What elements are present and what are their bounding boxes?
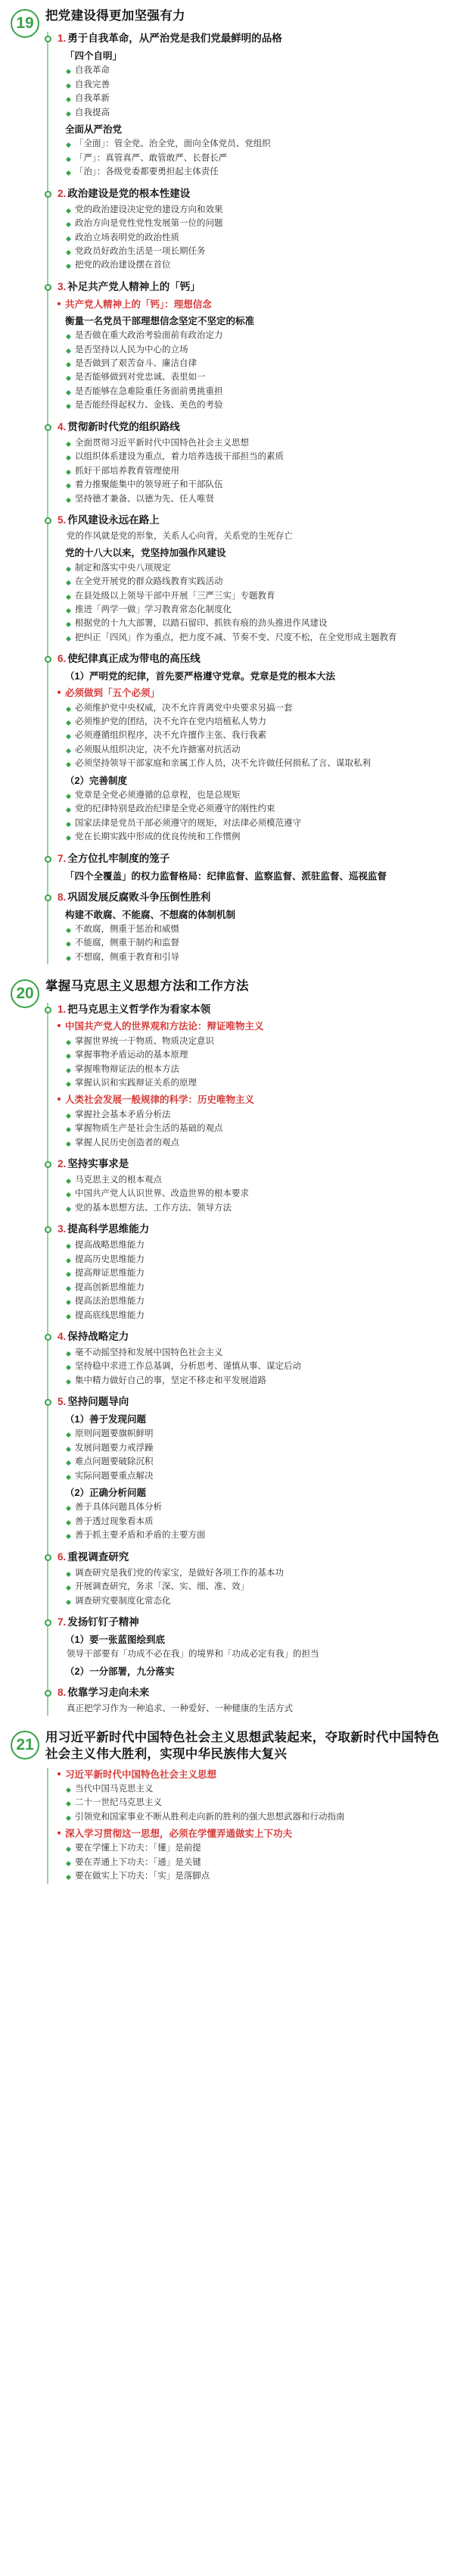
section-number-badge: 19 — [11, 9, 39, 38]
bullet-list — [65, 562, 443, 645]
subsection-heading-text: 依靠学习走向未来 — [67, 1686, 150, 1698]
subsection-heading — [58, 1686, 443, 1700]
highlight-heading: 中国共产党人的世界观和方法论：辩证唯物主义 — [65, 1019, 443, 1033]
section-body — [47, 1003, 443, 1716]
subsection-heading — [58, 32, 443, 46]
list-item: 必须服从组织决定，决不允许搪塞对抗活动 — [65, 744, 443, 757]
list-item: 推进「两学一做」学习教育常态化制度化 — [65, 604, 443, 617]
list-item: 集中精力做好自己的事，坚定不移走和平发展道路 — [65, 1375, 443, 1388]
list-item: 善于具体问题具体分析 — [65, 1501, 443, 1514]
list-item: 中国共产党人认识世界、改造世界的根本要求 — [65, 1188, 443, 1201]
subsection-heading — [58, 1330, 443, 1344]
list-item: 提高历史思维能力 — [65, 1254, 443, 1266]
list-item: 党的基本思想方法、工作方法、领导方法 — [65, 1202, 443, 1215]
section-title: 掌握马克思主义思想方法和工作方法 — [45, 979, 249, 994]
subsection-index: 8. — [58, 1686, 67, 1698]
subsection-index: 5. — [58, 514, 67, 526]
list-item: 不敢腐，侧重于惩治和威慑 — [65, 923, 443, 936]
subsection-index: 7. — [58, 852, 67, 864]
list-item: 是否能够在急难险重任务面前勇挑重担 — [65, 386, 443, 398]
subsection-index: 3. — [58, 280, 67, 292]
list-item: 必须维护党的团结，决不允许在党内培植私人势力 — [65, 716, 443, 729]
list-item: 提高法治思维能力 — [65, 1295, 443, 1308]
subsection-heading-text: 重视调查研究 — [67, 1550, 129, 1563]
list-item: 着力推聚能集中的领导班子和干部队伍 — [65, 479, 443, 492]
subsection-index: 1. — [58, 1003, 67, 1015]
subsection-heading-text: 作风建设永远在路上 — [67, 514, 160, 526]
subsection-heading — [58, 1395, 443, 1410]
subsection-heading — [58, 1222, 443, 1237]
list-item: 掌握唯物辩证法的根本方法 — [65, 1063, 443, 1076]
list-item: 党在长期实践中形成的优良传统和工作惯例 — [65, 831, 443, 844]
subsection-index: 3. — [58, 1223, 67, 1235]
section-body — [47, 32, 443, 964]
list-item: 难点问题要破除沉积 — [65, 1456, 443, 1469]
group-heading: 党的十八大以来，党坚持加强作风建设 — [65, 548, 226, 559]
subsection-index: 6. — [58, 653, 67, 665]
subsection-heading — [58, 187, 443, 201]
bullet-list — [65, 1842, 443, 1883]
highlight-heading: 共产党人精神上的「钙」：理想信念 — [65, 298, 443, 311]
subsection-index: 6. — [58, 1550, 67, 1563]
list-item: 抓好干部培养教育管理使用 — [65, 465, 443, 478]
list-item: 党章是全党必须遵循的总章程，也是总规矩 — [65, 789, 443, 802]
subsection-index: 7. — [58, 1616, 67, 1628]
subsection-heading — [58, 852, 443, 866]
list-item: 政治立场表明党的政治性质 — [65, 232, 443, 245]
group-heading: （2）一分部署，九分落实 — [65, 1666, 175, 1677]
bullet-list — [65, 329, 443, 413]
subsection-heading — [58, 1616, 443, 1630]
list-item: 不能腐，侧重于制约和监督 — [65, 937, 443, 950]
subsection-heading — [58, 1003, 443, 1017]
list-item: 把纠正「四风」作为重点，把力度不减、节奏不变、尺度不松，在全党形成主题教育 — [65, 632, 443, 645]
bullet-list — [65, 1428, 443, 1483]
group-heading: （1）要一张蓝图绘到底 — [65, 1634, 165, 1645]
section-title: 用习近平新时代中国特色社会主义思想武装起来，夺取新时代中国特色社会主义伟大胜利，实现中华民族伟大复兴 — [45, 1731, 440, 1762]
subsection-heading — [58, 1157, 443, 1172]
bullet-list — [65, 1174, 443, 1215]
bullet-list — [65, 702, 443, 771]
list-item: 「严」：真管真严、敢管敢严、长督长严 — [65, 152, 443, 165]
list-item: 在县处级以上领导干部中开展「三严三实」专题教育 — [65, 590, 443, 603]
bullet-list — [65, 204, 443, 273]
list-item: 制定和落实中央八项规定 — [65, 562, 443, 575]
list-item: 国家法律是党员干部必须遵守的规矩，对法律必须模范遵守 — [65, 817, 443, 830]
subsection-index: 4. — [58, 1331, 67, 1343]
bullet-list — [65, 64, 443, 120]
subsection-index: 5. — [58, 1396, 67, 1408]
subsection-heading-text: 坚持实事求是 — [67, 1158, 129, 1170]
bullet-list — [65, 1783, 443, 1824]
section — [11, 1729, 443, 1884]
bullet-list — [65, 1035, 443, 1091]
list-item: 在全党开展党的群众路线教育实践活动 — [65, 576, 443, 589]
list-item: 自我革新 — [65, 92, 443, 105]
section-title: 把党建设得更加坚强有力 — [45, 9, 185, 23]
bullet-list — [65, 1347, 443, 1388]
group-heading: （2）正确分析问题 — [65, 1488, 146, 1499]
bullet-list — [65, 1567, 443, 1608]
list-item: 当代中国马克思主义 — [65, 1783, 443, 1796]
subsection-heading — [58, 1550, 443, 1565]
list-item: 是否做到了艰苦奋斗、廉洁自律 — [65, 358, 443, 370]
list-item: 马克思主义的根本观点 — [65, 1174, 443, 1187]
bullet-list — [65, 923, 443, 964]
list-item: 善于抓主要矛盾和矛盾的主要方面 — [65, 1529, 443, 1542]
list-item: 是否做在重大政治考验面前有政治定力 — [65, 329, 443, 342]
bullet-list — [65, 138, 443, 179]
list-item: 实际问题要重点解决 — [65, 1470, 443, 1483]
list-item: 二十一世纪马克思主义 — [65, 1797, 443, 1809]
subsection-heading-text: 发扬钉钉子精神 — [67, 1616, 139, 1628]
group-heading: 「四个自明」 — [65, 51, 123, 62]
list-item: 不想腐，侧重于教育和引导 — [65, 951, 443, 964]
note-text: 真正把学习作为一种追求、一种爱好、一种健康的生活方式 — [67, 1703, 293, 1713]
list-item: 党政员好政治生活是一项长期任务 — [65, 245, 443, 258]
subsection-heading-text: 保持战略定力 — [67, 1331, 129, 1343]
subsection-heading — [58, 514, 443, 528]
group-heading: 「四个全覆盖」的权力监督格局：纪律监督、监察监督、派驻监督、巡视监督 — [65, 870, 387, 882]
section — [11, 8, 443, 964]
list-item: 发展问题要力戒浮躁 — [65, 1442, 443, 1455]
list-item: 政治方向是党性党性发展第一位的问题 — [65, 217, 443, 230]
list-item: 坚持稳中求进工作总基调，分析思考、谨慎从事、谋定后动 — [65, 1360, 443, 1373]
list-item: 自我完善 — [65, 79, 443, 92]
list-item: 以组织体系建设为重点，着力培养选拔干部担当的素质 — [65, 451, 443, 464]
list-item: 引领党和国家事业不断从胜利走向新的胜利的强大思想武器和行动指南 — [65, 1811, 443, 1824]
note-text: 领导干部要有「功成不必在我」的境界和「功成必定有我」的担当 — [67, 1650, 319, 1660]
subsection-heading-text: 提高科学思维能力 — [67, 1223, 150, 1235]
list-item: 掌握人民历史创造者的观点 — [65, 1137, 443, 1150]
list-item: 是否能经得起权力、金钱、美色的考验 — [65, 399, 443, 412]
list-item: 善于透过现象看本质 — [65, 1516, 443, 1528]
bullet-list — [65, 1239, 443, 1322]
section-number-badge: 21 — [11, 1731, 39, 1759]
list-item: 必须遵循组织程序，决不允许擅作主张、我行我素 — [65, 729, 443, 742]
subsection-index: 2. — [58, 1158, 67, 1170]
list-item: 开展调查研究，务求「深、实、细、准、效」 — [65, 1581, 443, 1594]
list-item: 党的政治建设决定党的建设方向和效果 — [65, 204, 443, 217]
bullet-list — [65, 1109, 443, 1150]
bullet-list — [65, 437, 443, 506]
section — [11, 978, 443, 1716]
list-item: 毫不动摇坚持和发展中国特色社会主义 — [65, 1347, 443, 1360]
list-item: 掌握事物矛盾运动的基本原理 — [65, 1049, 443, 1062]
list-item: 是否坚持以人民为中心的立场 — [65, 344, 443, 357]
section-number-badge: 20 — [11, 979, 39, 1008]
list-item: 调查研究要制度化常态化 — [65, 1595, 443, 1608]
subsection-heading — [58, 420, 443, 435]
list-item: 掌握社会基本矛盾分析法 — [65, 1109, 443, 1122]
list-item: 掌握世界统一于物质、物质决定意识 — [65, 1035, 443, 1048]
highlight-heading: 习近平新时代中国特色社会主义思想 — [65, 1768, 443, 1781]
group-heading: 构建不敢腐、不能腐、不想腐的体制机制 — [65, 909, 236, 920]
highlight-heading: 深入学习贯彻这一思想，必须在学懂弄通做实上下功夫 — [65, 1827, 443, 1841]
subsection-heading-text: 把马克思主义哲学作为看家本领 — [67, 1003, 211, 1015]
list-item: 自我革命 — [65, 64, 443, 77]
subsection-index: 2. — [58, 187, 67, 199]
group-heading: 全面从严治党 — [65, 124, 123, 136]
list-item: 原则问题要旗帜鲜明 — [65, 1428, 443, 1441]
subsection-heading-text: 巩固发展反腐败斗争压倒性胜利 — [67, 891, 211, 903]
subsection-index: 1. — [58, 33, 67, 45]
subsection-heading-text: 政治建设是党的根本性建设 — [67, 187, 191, 199]
highlight-heading: 人类社会发展一般规律的科学：历史唯物主义 — [65, 1093, 443, 1107]
list-item: 必须坚持领导干部家庭和亲属工作人员，决不允许做任何损私了言、谋取私利 — [65, 757, 443, 770]
subsection-index: 4. — [58, 420, 67, 432]
group-heading: 衡量一名党员干部理想信念坚定不坚定的标准 — [65, 315, 255, 326]
list-item: 「治」：各级党委都要勇担起主体责任 — [65, 166, 443, 179]
list-item: 要在学懂上下功夫：「懂」是前提 — [65, 1842, 443, 1855]
bullet-list — [65, 1501, 443, 1542]
bullet-list — [65, 789, 443, 845]
list-item: 提高创新思维能力 — [65, 1282, 443, 1294]
list-item: 要在做实上下功夫：「实」是落脚点 — [65, 1870, 443, 1883]
subsection-heading-text: 补足共产党人精神上的「钙」 — [67, 280, 201, 292]
note-text: 党的作风就是党的形象，关系人心向背，关系党的生死存亡 — [67, 532, 293, 541]
list-item: 提高辩证思维能力 — [65, 1267, 443, 1280]
subsection-heading-text: 使纪律真正成为带电的高压线 — [67, 653, 201, 665]
list-item: 是否能够做到对党忠诚、表里如一 — [65, 371, 443, 384]
subsection-heading-text: 坚持问题导向 — [67, 1396, 129, 1408]
list-item: 自我提高 — [65, 107, 443, 120]
list-item: 必须维护党中央权威，决不允许背离党中央要求另搞一套 — [65, 702, 443, 715]
subsection-heading — [58, 652, 443, 667]
group-heading: （1）严明党的纪律，首先要严格遵守党章。党章是党的根本大法 — [65, 671, 335, 682]
list-item: 全面贯彻习近平新时代中国特色社会主义思想 — [65, 437, 443, 450]
subsection-heading-text: 全方位扎牢制度的笼子 — [67, 852, 170, 864]
subsection-index: 8. — [58, 891, 67, 903]
subsection-heading — [58, 280, 443, 295]
list-item: 要在弄通上下功夫：「通」是关键 — [65, 1856, 443, 1869]
subsection-heading-text: 贯彻新时代党的组织路线 — [67, 420, 180, 432]
list-item: 提高底线思维能力 — [65, 1310, 443, 1322]
list-item: 「全面」：管全党、治全党，面向全体党员、党组织 — [65, 138, 443, 151]
list-item: 调查研究是我们党的传家宝，是做好各项工作的基本功 — [65, 1567, 443, 1580]
group-heading: （1）善于发现问题 — [65, 1414, 146, 1425]
list-item: 党的纪律特别是政治纪律是全党必须遵守的刚性约束 — [65, 803, 443, 816]
list-item: 把党的政治建设摆在首位 — [65, 259, 443, 272]
group-heading: （2）完善制度 — [65, 775, 127, 786]
list-item: 坚持德才兼备、以德为先、任人唯贤 — [65, 493, 443, 506]
list-item: 提高战略思维能力 — [65, 1239, 443, 1252]
subsection-heading-text: 勇于自我革命，从严治党是我们党最鲜明的品格 — [67, 33, 282, 45]
list-item: 掌握认识和实践辩证关系的原理 — [65, 1077, 443, 1090]
sections-container — [11, 8, 443, 1884]
list-item: 掌握物质生产是社会生活的基础的观点 — [65, 1123, 443, 1135]
subsection-heading — [58, 891, 443, 905]
highlight-heading: 必须做到「五个必须」 — [65, 686, 443, 700]
list-item: 根据党的十九大部署，以踏石留印、抓铁有痕的劲头推进作风建设 — [65, 617, 443, 630]
section-body — [47, 1768, 443, 1884]
